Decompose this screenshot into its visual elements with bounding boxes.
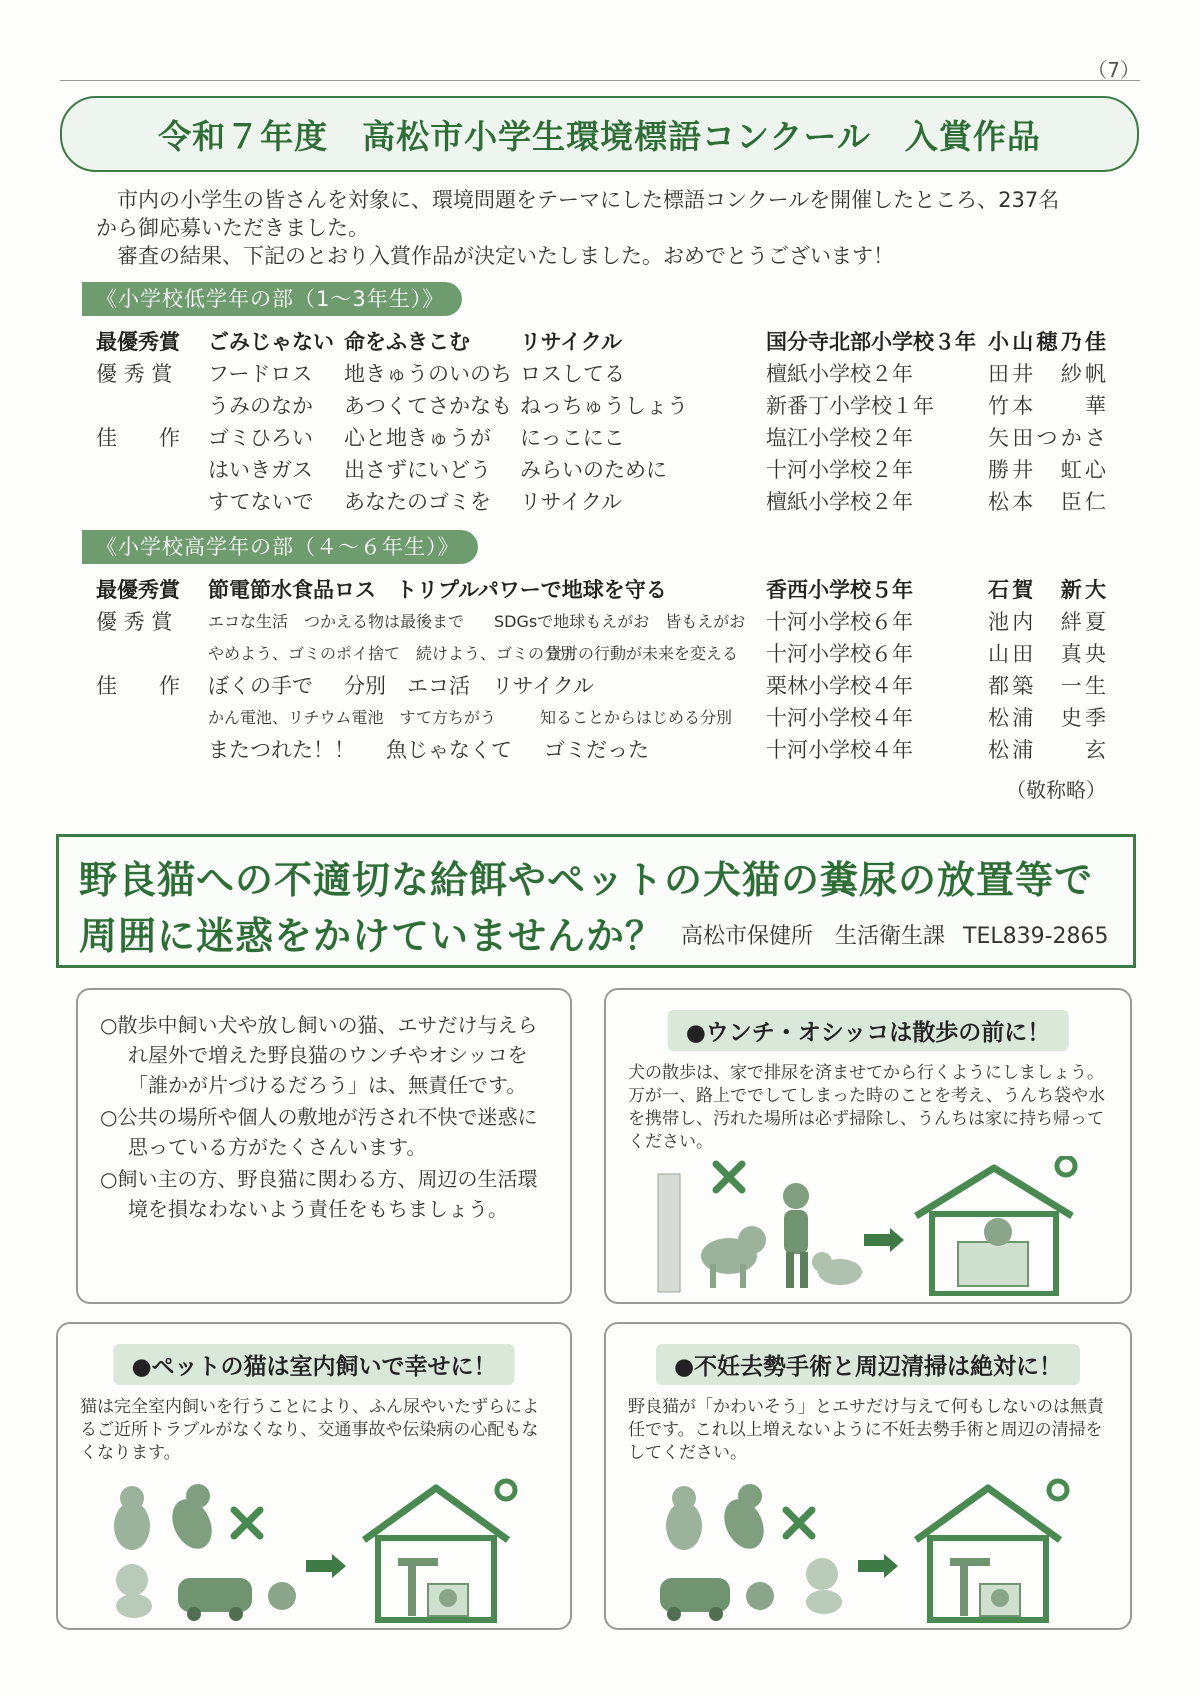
award-row [96, 638, 1106, 670]
student-name: 松浦 玄 [988, 738, 1106, 762]
student-name: 矢田つかさ [988, 426, 1106, 450]
slogan-part: 貴方の行動が未来を変える [546, 644, 739, 663]
student-name: 松浦 史季 [988, 706, 1106, 730]
lower-grade-label: 《小学校低学年の部（1～3年生）》 [82, 282, 462, 316]
school-name: 栗林小学校４年 [766, 674, 913, 698]
slogan-part: うみのなか [208, 394, 313, 418]
slogan-part: ぼくの手で [208, 674, 313, 698]
school-name: 十河小学校２年 [766, 458, 913, 482]
school-name: 十河小学校４年 [766, 738, 913, 762]
panel-heading: ●ウンチ・オシッコは散歩の前に！ [668, 1010, 1069, 1051]
award-row [96, 390, 1106, 422]
stray-cat-illustration [654, 1474, 1094, 1624]
department-name: 高松市保健所 生活衛生課 [681, 924, 946, 949]
student-name: 池内 絆夏 [988, 610, 1106, 634]
dog-walk-panel [604, 988, 1132, 1304]
contest-title: 令和７年度 高松市小学生環境標語コンクール 入賞作品 [60, 96, 1139, 172]
award-row [96, 574, 1106, 606]
slogan-part: 出さずにいどう [344, 458, 491, 482]
slogan-part: あつくてさかなも [344, 394, 512, 418]
slogan-part: かん電池、リチウム電池 すて方ちがう [208, 708, 497, 727]
student-name: 田井 紗帆 [988, 362, 1106, 386]
school-name: 檀紙小学校２年 [766, 490, 913, 514]
award-row [96, 670, 1106, 702]
school-name: 新番丁小学校１年 [766, 394, 934, 418]
cat-illustration-svg [102, 1474, 542, 1624]
slogan-part: すてないで [208, 490, 314, 514]
award-name: 佳 作 [96, 674, 180, 698]
contest-intro [96, 186, 1106, 270]
award-name: 最優秀賞 [96, 578, 180, 602]
slogan-part: 地きゅうのいのち [344, 362, 512, 386]
school-name: 十河小学校６年 [766, 610, 913, 634]
slogan-part: あなたのゴミを [344, 490, 491, 514]
notice-item: ○散歩中飼い犬や放し飼いの猫、エサだけ与えられ屋外で増えた野良猫のウンチやオシッコを「誰かが片づけるだろう」は、無責任です。 [100, 1013, 538, 1097]
slogan-part: フードロス [208, 362, 313, 386]
slogan-part: 心と地きゅうが [344, 426, 491, 450]
upper-grade-label: 《小学校高学年の部（４～６年生）》 [82, 530, 478, 564]
slogan-part: 節電節水食品ロス [208, 578, 376, 602]
slogan-part: リサイクル [492, 674, 595, 698]
slogan-part: ごみじゃない [208, 330, 334, 354]
banner-headline-2: 周囲に迷惑をかけていませんか？ [79, 914, 665, 958]
slogan-part: はいきガス [208, 458, 313, 482]
slogan-part: SDGsで地球もえがお 皆もえがお [494, 612, 746, 631]
award-row [96, 486, 1106, 518]
slogan-part: ロスしてる [520, 362, 625, 386]
award-row [96, 358, 1106, 390]
slogan-part: ゴミだった [544, 738, 649, 762]
stray-cat-panel [604, 1322, 1132, 1630]
student-name: 小山穂乃佳 [988, 330, 1106, 354]
panel-heading: ●不妊去勢手術と周辺清掃は絶対に！ [656, 1344, 1080, 1385]
student-name: 山田 真央 [988, 642, 1106, 666]
slogan-part: 命をふきこむ [344, 330, 470, 354]
slogan-part: またつれた！！ [208, 738, 355, 762]
slogan-part: 知ることからはじめる分別 [540, 708, 733, 727]
intro-line-2: から御応募いただきました。 [96, 216, 369, 240]
slogan-part: リサイクル [520, 330, 623, 354]
school-name: 檀紙小学校２年 [766, 362, 913, 386]
school-name: 香西小学校５年 [766, 578, 913, 602]
panel-text: 猫は完全室内飼いを行うことにより、ふん尿やいたずらによるご近所トラブルがなくなり、交通事故や伝染病の心配もなくなります。 [80, 1397, 539, 1463]
notice-item: ○飼い主の方、野良猫に関わる方、周辺の生活環境を損なわないよう責任をもちましょう。 [100, 1167, 538, 1221]
award-row [96, 606, 1106, 638]
banner-contact [681, 919, 1127, 950]
intro-line-3: 審査の結果、下記のとおり入賞作品が決定いたしました。おめでとうございます！ [117, 244, 894, 268]
school-name: 十河小学校６年 [766, 642, 913, 666]
top-divider [60, 80, 1140, 81]
award-row [96, 422, 1106, 454]
award-row [96, 734, 1106, 766]
notice-banner [56, 834, 1136, 968]
notice-item: ○公共の場所や個人の敷地が汚され不快で迷惑に思っている方がたくさんいます。 [100, 1105, 538, 1159]
award-name: 優 秀 賞 [96, 362, 173, 386]
dog-walk-illustration [654, 1156, 1094, 1296]
slogan-part: エコな生活 つかえる物は最後まで [208, 612, 465, 631]
phone-number: TEL839-2865 [963, 924, 1109, 949]
school-name: 塩江小学校２年 [766, 426, 913, 450]
award-row [96, 454, 1106, 486]
slogan-part: ねっちゅうしょう [520, 394, 688, 418]
slogan-part: にっこにこ [520, 426, 625, 450]
student-name: 石賀 新大 [988, 578, 1106, 602]
stray-illustration-svg [654, 1474, 1094, 1624]
slogan-part: リサイクル [520, 490, 623, 514]
page-number: （7） [1087, 58, 1140, 82]
intro-line-1: 市内の小学生の皆さんを対象に、環境問題をテーマにした標語コンクールを開催したところ、237名 [117, 188, 1060, 212]
slogan-part: トリプルパワーで地球を守る [396, 578, 667, 602]
award-name: 佳 作 [96, 426, 180, 450]
student-name: 勝井 虹心 [988, 458, 1106, 482]
award-row [96, 702, 1106, 734]
banner-headline-1: 野良猫への不適切な給餌やペットの犬猫の糞尿の放置等で [79, 858, 1094, 902]
honorific-note: （敬称略） [1006, 778, 1106, 802]
student-name: 松本 臣仁 [988, 490, 1106, 514]
panel-heading: ●ペットの猫は室内飼いで幸せに！ [113, 1344, 514, 1385]
slogan-part: みらいのために [520, 458, 667, 482]
indoor-cat-illustration [102, 1474, 542, 1624]
slogan-part: ゴミひろい [208, 426, 313, 450]
award-name: 優 秀 賞 [96, 610, 173, 634]
slogan-part: やめよう、ゴミのポイ捨て 続けよう、ゴミの分別 [208, 644, 577, 663]
indoor-cat-panel [56, 1322, 572, 1630]
dog-illustration-svg [654, 1156, 1094, 1296]
award-row [96, 326, 1106, 358]
student-name: 竹本 華 [988, 394, 1106, 418]
panel-text: 野良猫が「かわいそう」とエサだけ与えて何もしないのは無責任です。これ以上増えないように不妊去勢手術と周辺の清掃をしてください。 [628, 1397, 1104, 1463]
panel-text: 犬の散歩は、家で排尿を済ませてから行くようにしましょう。万が一、路上ででしてしまった時のことを考え、うんち袋や水を携帯し、汚れた場所は必ず掃除し、うんちは家に持ち帰ってください。 [628, 1063, 1106, 1152]
school-name: 国分寺北部小学校３年 [766, 330, 976, 354]
slogan-part: 魚じゃなくて [386, 738, 512, 762]
notice-list-panel [76, 988, 572, 1304]
award-name: 最優秀賞 [96, 330, 180, 354]
student-name: 都築 一生 [988, 674, 1106, 698]
school-name: 十河小学校４年 [766, 706, 913, 730]
slogan-part: 分別 エコ活 [344, 674, 470, 698]
